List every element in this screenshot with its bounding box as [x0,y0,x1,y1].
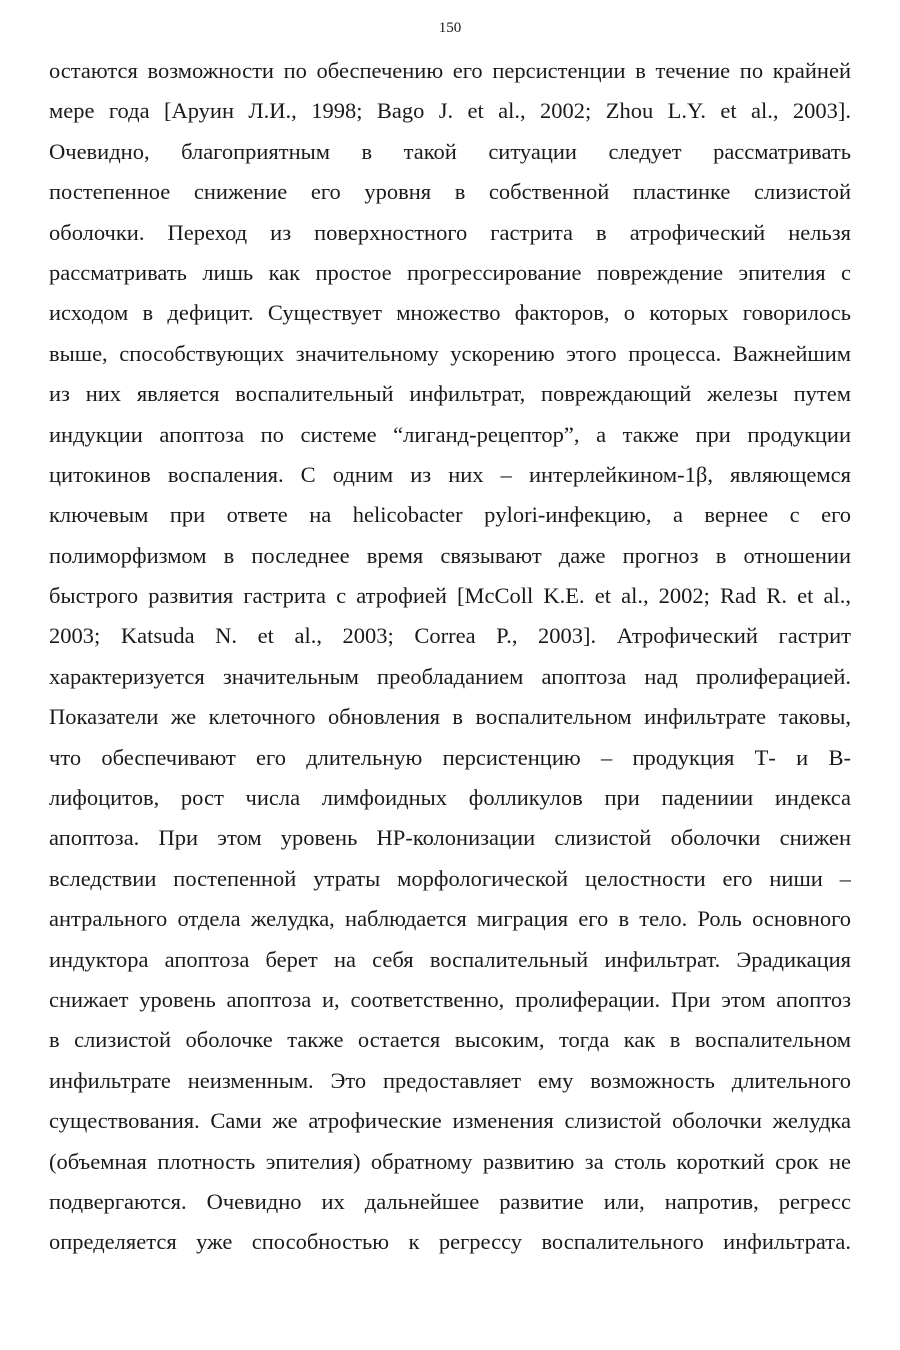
text-line: 2003; Katsuda N. et al., 2003; Correa P., 2003]. Атрофический гастрит [49,623,851,649]
text-line: инфильтрате неизменным. Это предоставляет ему возможность длительного [49,1067,851,1093]
text-line: цитокинов воспаления. С одним из них – интерлейкином-1β, являющемся [49,461,851,487]
text-line: индукции апоптоза по системе “лиганд-рецептор”, а также при продукции [49,421,851,447]
text-line: индуктора апоптоза берет на себя воспалительный инфильтрат. Эрадикация [49,946,851,972]
text-line: Очевидно, благоприятным в такой ситуации следует рассматривать [49,138,851,164]
text-line: мере года [Аруин Л.И., 1998; Bago J. et al., 2002; Zhou L.Y. et al., 2003]. [49,98,851,124]
text-line: подвергаются. Очевидно их дальнейшее развитие или, напротив, регресс [49,1188,851,1214]
text-line: антрального отдела желудка, наблюдается миграция его в тело. Роль основного [49,906,851,932]
text-line: оболочки. Переход из поверхностного гастрита в атрофический нельзя [49,219,851,245]
text-line: снижает уровень апоптоза и, соответственно, пролиферации. При этом апоптоз [49,986,851,1012]
text-line: Показатели же клеточного обновления в воспалительном инфильтрате таковы, [49,704,851,730]
text-line: что обеспечивают его длительную персистенцию – продукция Т- и В- [49,744,851,770]
text-line: лифоцитов, рост числа лимфоидных фолликулов при падениии индекса [49,785,851,811]
page-number: 150 [438,20,462,36]
text-line: вследствии постепенной утраты морфологической целостности его ниши – [49,865,851,891]
text-line: полиморфизмом в последнее время связывают даже прогноз в отношении [49,542,851,568]
text-line: характеризуется значительным преобладанием апоптоза над пролиферацией. [49,663,851,689]
text-line: из них является воспалительный инфильтрат, повреждающий железы путем [49,381,851,407]
text-line: быстрого развития гастрита с атрофией [McColl K.E. et al., 2002; Rad R. et al., [49,583,851,609]
text-line: постепенное снижение его уровня в собственной пластинке слизистой [49,179,851,205]
text-line: определяется уже способностью к регрессу воспалительного инфильтрата. [49,1229,851,1255]
text-line: апоптоза. При этом уровень НР-колонизации слизистой оболочки снижен [49,825,851,851]
text-line: существования. Сами же атрофические изменения слизистой оболочки желудка [49,1108,851,1134]
text-line: исходом в дефицит. Существует множество факторов, о которых говорилось [49,300,851,326]
body-paragraph [49,54,851,1266]
text-line: ключевым при ответе на helicobacter pylori-инфекцию, а вернее с его [49,502,851,528]
text-line: рассматривать лишь как простое прогрессирование повреждение эпителия с [49,259,851,285]
text-line: в слизистой оболочке также остается высоким, тогда как в воспалительном [49,1027,851,1053]
text-line: (объемная плотность эпителия) обратному развитию за столь короткий срок не [49,1148,851,1174]
text-line: выше, способствующих значительному ускорению этого процесса. Важнейшим [49,340,851,366]
text-line: остаются возможности по обеспечению его персистенции в течение по крайней [49,58,851,83]
